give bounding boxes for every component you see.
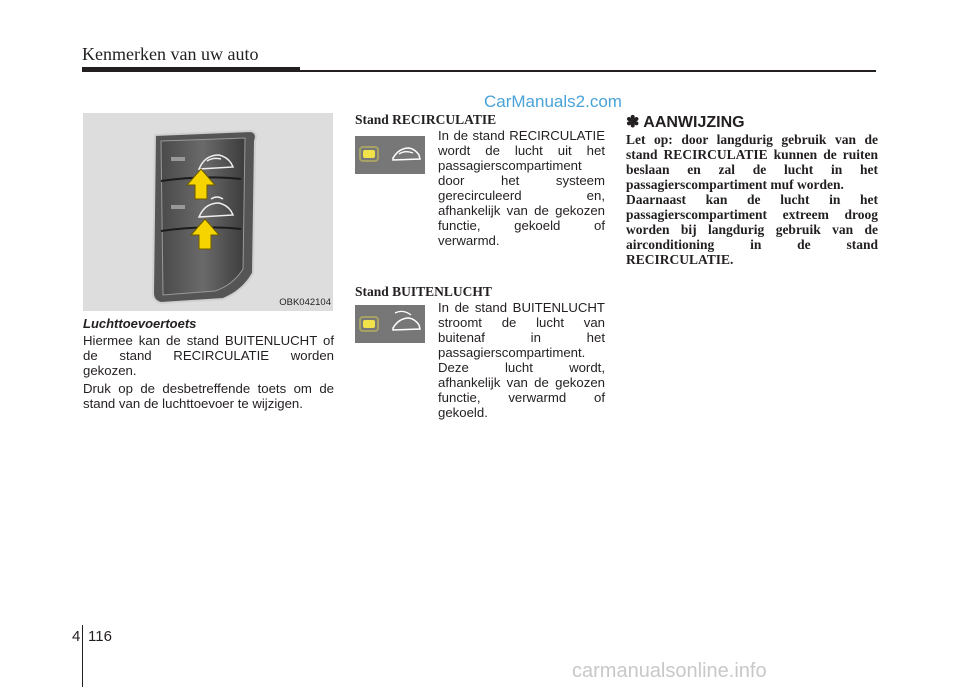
header-title: Kenmerken van uw auto xyxy=(82,44,259,64)
section-subheading: Luchttoevoertoets xyxy=(83,316,197,331)
note-star-icon: ✽ xyxy=(626,114,640,131)
footer-divider xyxy=(82,625,83,687)
figure-code: OBK042104 xyxy=(279,297,331,308)
recirculation-heading: Stand RECIRCULATIE xyxy=(355,112,497,127)
note-heading-label: AANWIJZING xyxy=(643,114,745,131)
page-number: 116 xyxy=(88,628,112,645)
chapter-number: 4 xyxy=(72,628,81,645)
note-paragraph-1: Let op: door langdurig gebruik van de stand RECIRCULATIE kunnen de ruiten beslaan en zal de lucht in het passagierscompartiment muf worden. xyxy=(626,132,878,192)
note-body xyxy=(626,132,878,267)
col1-paragraph-1: Hiermee kan de stand BUITENLUCHT of de stand RECIRCULATIE worden gekozen. xyxy=(83,333,334,378)
header-rule-thick xyxy=(82,67,300,72)
col1-paragraph-2: Druk op de desbetreffende toets om de stand van de luchttoevoer te wijzigen. xyxy=(83,381,334,411)
watermark-bottom[interactable]: carmanualsonline.info xyxy=(572,660,767,682)
recirculation-indicator-icon xyxy=(355,136,425,174)
outside-air-heading: Stand BUITENLUCHT xyxy=(355,284,492,299)
note-paragraph-2: Daarnaast kan de lucht in het passagierscompartiment extreem droog worden bij langdurig gebruik van de airconditioning in de stand RECIRCULATIE. xyxy=(626,192,878,267)
outside-air-indicator-icon xyxy=(355,305,425,343)
note-heading xyxy=(626,112,745,132)
outside-air-description: In de stand BUITENLUCHT stroomt de lucht van buitenaf in het passagierscompartiment. Deze lucht wordt, afhankelijk van de gekozen functie, verwarmd of gekoeld. xyxy=(438,300,605,420)
air-intake-figure xyxy=(83,113,333,311)
watermark-top[interactable]: CarManuals2.com xyxy=(484,92,622,111)
recirculation-description: In de stand RECIRCULATIE wordt de lucht uit het passagierscompartiment door het systeem gerecirculeerd en, afhankelijk van de gekozen functie, gekoeld of verwarmd. xyxy=(438,128,605,248)
air-intake-switch-illustration xyxy=(83,113,333,311)
header-rule-thin xyxy=(300,70,876,72)
